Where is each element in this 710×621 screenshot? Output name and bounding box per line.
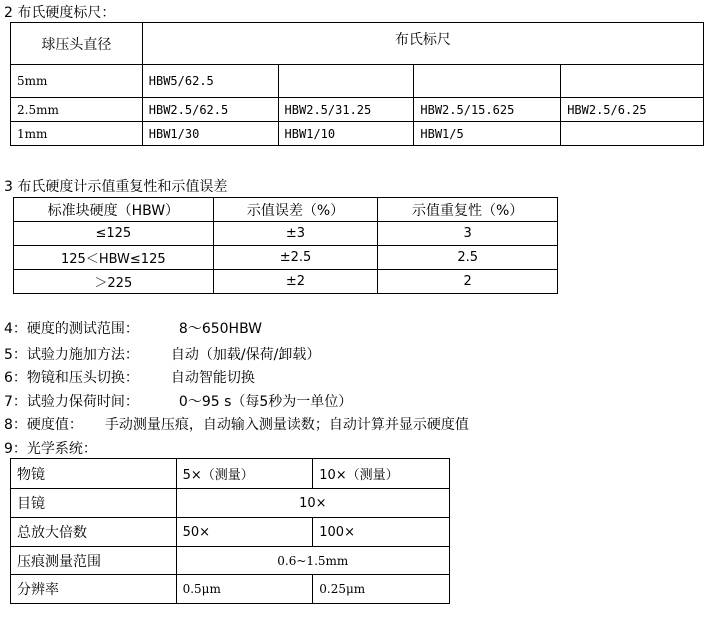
table-row (11, 518, 450, 547)
optics-value: 10×（测量） (313, 459, 450, 489)
cell-diameter: 2.5mm (11, 98, 143, 122)
header-indication-error: 示值误差（%） (213, 198, 378, 222)
cell-scale (414, 65, 561, 98)
cell-scale: HBW2.5/15.625 (414, 98, 561, 122)
cell-scale (561, 65, 704, 98)
cell-scale: HBW1/30 (142, 122, 278, 146)
cell-diameter: 5mm (11, 65, 143, 98)
spec-value: 8～650HBW (178, 321, 263, 337)
spec-line (4, 391, 352, 411)
cell-scale (278, 65, 414, 98)
table-row (11, 98, 704, 122)
optics-value: 0.25μm (313, 575, 450, 604)
table-row (11, 575, 450, 604)
header-brinell-scale: 布氏标尺 (142, 23, 703, 65)
repeatability-table (13, 197, 558, 294)
spec-label: 物镜和压头切换： (26, 370, 139, 386)
table-header-row (14, 198, 558, 222)
spec-value: 自动智能切换 (170, 370, 255, 386)
spec-line (4, 344, 320, 364)
spec-label: 硬度值： (26, 417, 83, 433)
spec-number: 5： (4, 347, 27, 363)
spec-line (4, 414, 469, 434)
table-row (14, 246, 558, 270)
optics-label: 目镜 (11, 489, 177, 518)
section3-title: 3 布氏硬度计示值重复性和示值误差 (4, 179, 228, 195)
spec-number: 8： (4, 417, 27, 433)
spec-number: 7： (4, 394, 27, 410)
cell-scale: HBW1/10 (278, 122, 414, 146)
spec-number: 6： (4, 370, 27, 386)
table-row (14, 270, 558, 294)
cell-hardness: 125＜HBW≤125 (14, 246, 214, 270)
cell-scale: HBW1/5 (414, 122, 561, 146)
optics-value: 0.6~1.5mm (176, 547, 449, 575)
table-row (11, 547, 450, 575)
spec-label: 试验力保荷时间： (26, 394, 139, 410)
optics-value: 50× (176, 518, 313, 547)
table-row (11, 489, 450, 518)
section2-title: 2 布氏硬度标尺： (4, 5, 116, 21)
spec-line (4, 367, 255, 387)
header-standard-block: 标准块硬度（HBW） (14, 198, 214, 222)
spec-value: 自动（加载/保荷/卸载） (170, 347, 321, 363)
cell-hardness: ＞225 (14, 270, 214, 294)
table-row (11, 459, 450, 489)
optical-system-table (10, 458, 450, 604)
optics-value: 0.5μm (176, 575, 313, 604)
cell-scale: HBW2.5/31.25 (278, 98, 414, 122)
spec-line (4, 318, 262, 338)
table-row (11, 122, 704, 146)
spec-value: 手动测量压痕，自动输入测量读数；自动计算并显示硬度值 (104, 417, 469, 433)
cell-scale: HBW5/62.5 (142, 65, 278, 98)
optics-label: 总放大倍数 (11, 518, 177, 547)
optics-label: 物镜 (11, 459, 177, 489)
cell-repeatability: 3 (378, 222, 558, 246)
spec-label: 光学系统： (26, 441, 97, 457)
spec-value: 0～95 s（每5秒为一单位） (178, 394, 353, 410)
spec-number: 4： (4, 321, 27, 337)
optics-value: 10× (176, 489, 449, 518)
spec-label: 试验力施加方法： (26, 347, 139, 363)
cell-scale (561, 122, 704, 146)
optics-value: 100× (313, 518, 450, 547)
cell-scale: HBW2.5/62.5 (142, 98, 278, 122)
spec-line (4, 438, 97, 458)
cell-error: ±2.5 (213, 246, 378, 270)
header-ball-diameter: 球压头直径 (11, 23, 143, 65)
brinell-scale-table (10, 22, 704, 146)
cell-repeatability: 2.5 (378, 246, 558, 270)
optics-label: 压痕测量范围 (11, 547, 177, 575)
optics-label: 分辨率 (11, 575, 177, 604)
cell-diameter: 1mm (11, 122, 143, 146)
header-repeatability: 示值重复性（%） (378, 198, 558, 222)
table-row (14, 222, 558, 246)
spec-number: 9： (4, 441, 27, 457)
cell-error: ±2 (213, 270, 378, 294)
cell-scale: HBW2.5/6.25 (561, 98, 704, 122)
cell-error: ±3 (213, 222, 378, 246)
optics-value: 5×（测量） (176, 459, 313, 489)
cell-repeatability: 2 (378, 270, 558, 294)
table-row (11, 65, 704, 98)
cell-hardness: ≤125 (14, 222, 214, 246)
table-header-row (11, 23, 704, 65)
spec-label: 硬度的测试范围： (26, 321, 139, 337)
